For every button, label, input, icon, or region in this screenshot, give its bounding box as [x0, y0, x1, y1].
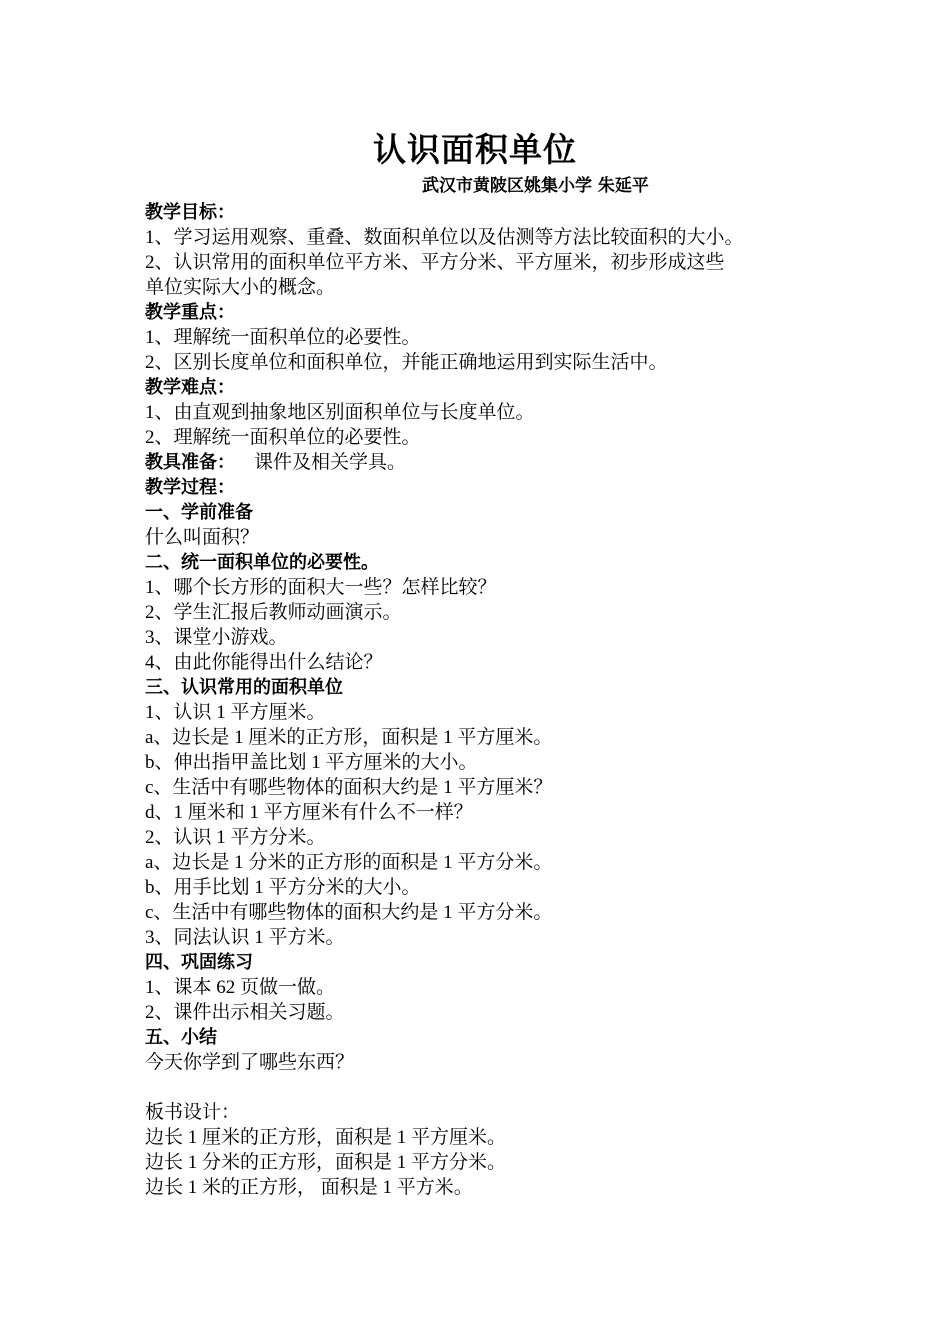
- body-text-line: [145, 275, 835, 300]
- line-text: b、伸出指甲盖比划 1 平方厘米的大小。: [145, 752, 478, 773]
- heading-text: 三、认识常用的面积单位: [145, 677, 343, 698]
- section-heading: [145, 375, 835, 400]
- heading-text: 教学难点：: [145, 377, 235, 398]
- section-heading: [145, 1025, 835, 1050]
- line-text: c、生活中有哪些物体的面积大约是 1 平方分米。: [145, 902, 553, 923]
- document-author: 武汉市黄陂区姚集小学 朱延平: [422, 176, 649, 196]
- body-text-line: [145, 525, 835, 550]
- body-text-line: [145, 1100, 835, 1125]
- section-heading: [145, 475, 835, 500]
- line-text: d、1 厘米和 1 平方厘米有什么不一样？: [145, 802, 473, 823]
- section-heading: [145, 550, 835, 575]
- body-text-line: [145, 350, 835, 375]
- body-text-line: [145, 1150, 835, 1175]
- line-text: 4、由此你能得出什么结论？: [145, 652, 383, 673]
- body-text-line: [145, 975, 835, 1000]
- line-text: 1、由直观到抽象地区别面积单位与长度单位。: [145, 402, 535, 423]
- body-text-line: [145, 1000, 835, 1025]
- line-text: a、边长是 1 分米的正方形的面积是 1 平方分米。: [145, 852, 553, 873]
- line-text: 边长 1 分米的正方形，面积是 1 平方分米。: [145, 1152, 507, 1173]
- line-text: b、用手比划 1 平方分米的大小。: [145, 877, 421, 898]
- section-heading: [145, 675, 835, 700]
- heading-text: 五、小结: [145, 1027, 217, 1048]
- heading-text: 教学过程：: [145, 477, 235, 498]
- body-text-line: [145, 575, 835, 600]
- section-heading: [145, 950, 835, 975]
- line-text: 1、课本 62 页做一做。: [145, 977, 336, 998]
- body-text-line: [145, 400, 835, 425]
- line-text: 3、同法认识 1 平方米。: [145, 927, 345, 948]
- body-text-line: [145, 900, 835, 925]
- body-text-line: [145, 775, 835, 800]
- line-text: 1、理解统一面积单位的必要性。: [145, 327, 421, 348]
- body-text-line: [145, 250, 835, 275]
- line-text: a、边长是 1 厘米的正方形，面积是 1 平方厘米。: [145, 727, 553, 748]
- line-text: 边长 1 米的正方形， 面积是 1 平方米。: [145, 1177, 473, 1198]
- document-body: [145, 200, 835, 1200]
- line-text: 今天你学到了哪些东西？: [145, 1052, 355, 1073]
- line-text: 单位实际大小的概念。: [145, 277, 336, 298]
- line-text: c、生活中有哪些物体的面积大约是 1 平方厘米？: [145, 777, 553, 798]
- line-text: 1、学习运用观察、重叠、数面积单位以及估测等方法比较面积的大小。: [145, 227, 744, 248]
- body-text-line: [145, 225, 835, 250]
- body-text-line: [145, 800, 835, 825]
- body-text-line: [145, 1050, 835, 1075]
- body-text-line: [145, 650, 835, 675]
- line-text: 2、认识 1 平方分米。: [145, 827, 326, 848]
- line-tail-text: 课件及相关学具。: [235, 452, 407, 473]
- body-text-line: [145, 750, 835, 775]
- section-heading: [145, 200, 835, 225]
- line-text: 1、哪个长方形的面积大一些？怎样比较？: [145, 577, 497, 598]
- line-text: 2、认识常用的面积单位平方米、平方分米、平方厘米，初步形成这些: [145, 252, 725, 273]
- body-text-line: [145, 825, 835, 850]
- section-heading: [145, 500, 835, 525]
- line-text: 边长 1 厘米的正方形，面积是 1 平方厘米。: [145, 1127, 507, 1148]
- line-text: 2、学生汇报后教师动画演示。: [145, 602, 402, 623]
- body-text-line: [145, 1125, 835, 1150]
- body-text-line: [145, 725, 835, 750]
- line-text: 板书设计：: [145, 1102, 241, 1123]
- document-title: 认识面积单位: [373, 130, 577, 169]
- heading-text: 教学目标：: [145, 202, 235, 223]
- body-text-line: [145, 925, 835, 950]
- body-text-line: [145, 875, 835, 900]
- line-text: 2、区别长度单位和面积单位，并能正确地运用到实际生活中。: [145, 352, 668, 373]
- line-text: 2、理解统一面积单位的必要性。: [145, 427, 421, 448]
- heading-text: 二、统一面积单位的必要性。: [145, 552, 379, 573]
- heading-text: 教具准备：: [145, 452, 235, 473]
- heading-text: 四、巩固练习: [145, 952, 253, 973]
- body-text-line: [145, 1175, 835, 1200]
- heading-text: 一、学前准备: [145, 502, 253, 523]
- line-text: 3、课堂小游戏。: [145, 627, 288, 648]
- body-text-line: [145, 700, 835, 725]
- body-text-line: [145, 625, 835, 650]
- line-text: 什么叫面积？: [145, 527, 260, 548]
- body-text-line: [145, 850, 835, 875]
- body-text-line: [145, 1075, 835, 1100]
- body-text-line: [145, 600, 835, 625]
- body-text-line: [145, 425, 835, 450]
- line-text: 2、课件出示相关习题。: [145, 1002, 345, 1023]
- body-text-line: [145, 325, 835, 350]
- section-heading: [145, 300, 835, 325]
- heading-text: 教学重点：: [145, 302, 235, 323]
- section-heading: [145, 450, 835, 475]
- line-text: 1、认识 1 平方厘米。: [145, 702, 326, 723]
